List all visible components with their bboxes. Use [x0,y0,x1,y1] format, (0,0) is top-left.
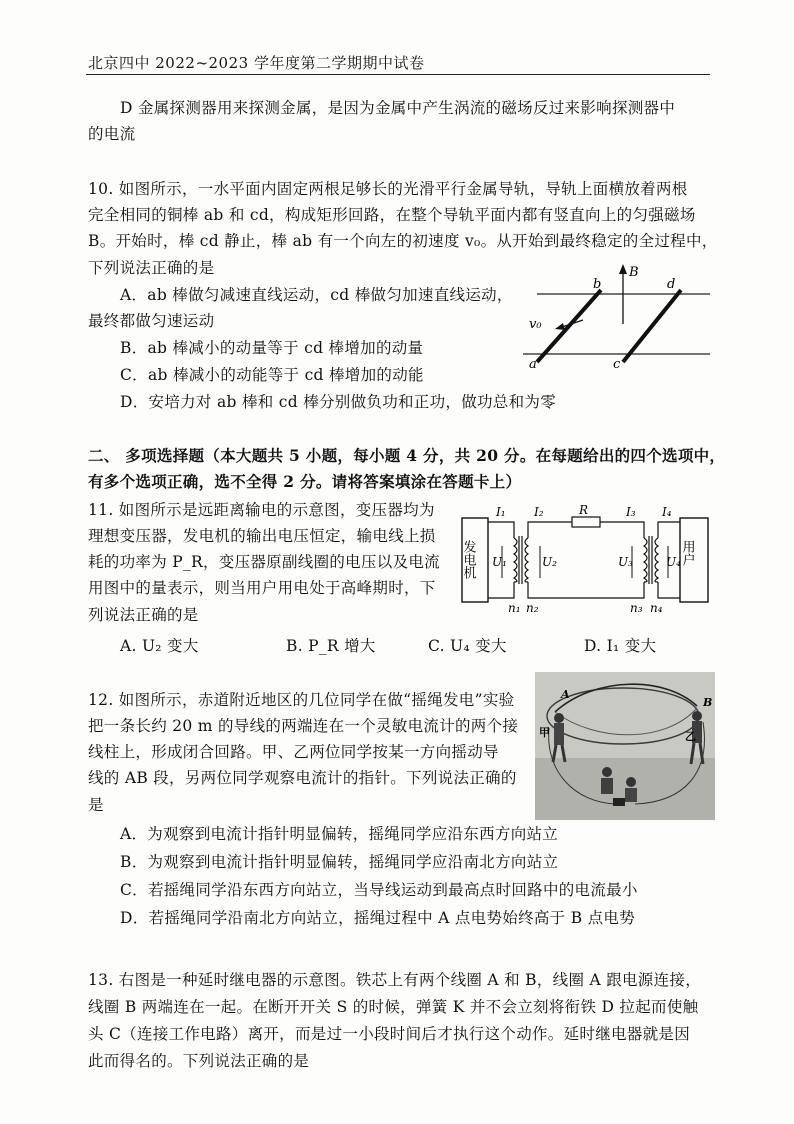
q11-stem-line: 11. 如图所示是远距离输电的示意图，变压器均为 [88,501,435,519]
q11-label-n3: n₃ [630,601,643,614]
q11-label-U4: U₄ [666,555,681,569]
q12-option-b: B．为观察到电流计指针明显偏转，摇绳同学应沿南北方向站立 [120,853,559,871]
q10-label-B: B [629,265,639,280]
section2-heading-line1: 二、 多项选择题（本大题共 5 小题，每小题 4 分，共 20 分。在每题给出的四个选项中， [88,446,726,465]
q11-label-I1: I₁ [496,505,506,519]
q10-stem-line: 10. 如图所示，一水平面内固定两根足够长的光滑平行金属导轨，导轨上面横放着两根 [88,180,688,198]
q12-label-A: A [561,688,570,701]
q10-rail-figure [505,262,715,374]
q12-label-yi: 乙 [685,730,696,743]
q13-stem-line: 头 C（连接工作电路）离开，而是过一小段时间后才执行这个动作。延时继电器就是因 [88,1025,690,1043]
q10-stem-line: B。开始时，棒 cd 静止，棒 ab 有一个向左的初速度 v₀。从开始到最终稳定的全过程中， [88,232,718,250]
q11-label-I4: I₄ [662,505,672,519]
q9-option-d-line1: D 金属探测器用来探测金属，是因为金属中产生涡流的磁场反过来影响探测器中 [120,99,676,117]
q9-option-d-line2: 的电流 [88,125,136,143]
q11-user-label: 用户 [679,540,695,566]
q11-option-b: B. P_R 增大 [286,637,376,655]
q11-label-U3: U₃ [618,555,633,569]
q10-label-a: a [529,357,537,372]
q12-label-jia: 甲 [539,726,550,739]
q11-option-a: A. U₂ 变大 [120,637,199,655]
q11-label-I3: I₃ [626,505,636,519]
q12-rope-photo [535,672,715,820]
q11-option-d: D. I₁ 变大 [584,637,657,655]
q10-label-v0: v₀ [529,317,542,332]
q11-transmission-figure [458,500,718,614]
q13-stem-line: 此而得名的。下列说法正确的是 [88,1052,310,1070]
q11-label-R: R [579,503,589,517]
section2-heading-line2: 有多个选项正确，选不全得 2 分。请将答案填涂在答题卡上） [88,472,522,491]
q10-option-a-cont: 最终都做匀速运动 [88,312,215,330]
q12-option-a: A．为观察到电流计指针明显偏转，摇绳同学应沿东西方向站立 [120,825,559,843]
q12-stem-line: 线柱上，形成闭合回路。甲、乙两位同学按某一方向摇动导 [88,743,499,761]
q11-stem-line: 理想变压器，发电机的输出电压恒定，输电线上损 [88,527,436,545]
q13-stem-line: 13. 右图是一种延时继电器的示意图。铁芯上有两个线圈 A 和 B，线圈 A 跟电源连接， [88,971,701,989]
q11-stem-line: 列说法正确的是 [88,606,199,624]
q11-label-U1: U₁ [492,555,507,569]
q12-stem-line: 是 [88,796,104,814]
q12-option-c: C．若摇绳同学沿东西方向站立，当导线运动到最高点时回路中的电流最小 [120,881,638,899]
q10-option-c: C．ab 棒减小的动能等于 cd 棒增加的动能 [120,366,424,384]
q10-stem-line: 下列说法正确的是 [88,259,215,277]
q12-stem-line: 把一条长约 20 m 的导线的两端连在一个灵敏电流计的两个接 [88,717,519,735]
q12-stem-line: 12. 如图所示，赤道附近地区的几位同学在做“摇绳发电”实验 [88,691,515,709]
q13-stem-line: 线圈 B 两端连在一起。在断开开关 S 的时候，弹簧 K 并不会立刻将衔铁 D 拉起而使触 [88,998,699,1016]
q10-option-b: B．ab 棒减小的动量等于 cd 棒增加的动量 [120,339,424,357]
q10-option-d: D．安培力对 ab 棒和 cd 棒分别做负功和正功，做功总和为零 [120,393,557,411]
q10-label-b: b [593,277,602,292]
q11-generator-label: 发电机 [460,540,476,579]
q11-option-c: C. U₄ 变大 [428,637,507,655]
q11-label-n4: n₄ [650,601,663,614]
q10-option-a: A．ab 棒做匀减速直线运动，cd 棒做匀加速直线运动， [120,286,513,304]
q12-option-d: D．若摇绳同学沿南北方向站立，摇绳过程中 A 点电势始终高于 B 点电势 [120,909,636,927]
q11-stem-line: 用图中的量表示，则当用户用电处于高峰期时，下 [88,579,436,597]
q10-label-d: d [667,277,676,292]
q12-stem-line: 线的 AB 段，另两位同学观察电流计的指针。下列说法正确的 [88,769,517,787]
q11-label-n1: n₁ [508,601,521,614]
q11-stem-line: 耗的功率为 P_R，变压器原副线圈的电压以及电流 [88,553,440,571]
q11-label-U2: U₂ [542,555,557,569]
header-rule [86,74,710,75]
q11-label-I2: I₂ [534,505,544,519]
q10-stem-line: 完全相同的铜棒 ab 和 cd，构成矩形回路，在整个导轨平面内都有竖直向上的匀强磁场 [88,206,696,224]
q12-label-B: B [703,696,713,709]
exam-header: 北京四中 2022~2023 学年度第二学期期中试卷 [88,54,425,72]
q10-label-c: c [613,357,621,372]
q11-label-n2: n₂ [526,601,539,614]
